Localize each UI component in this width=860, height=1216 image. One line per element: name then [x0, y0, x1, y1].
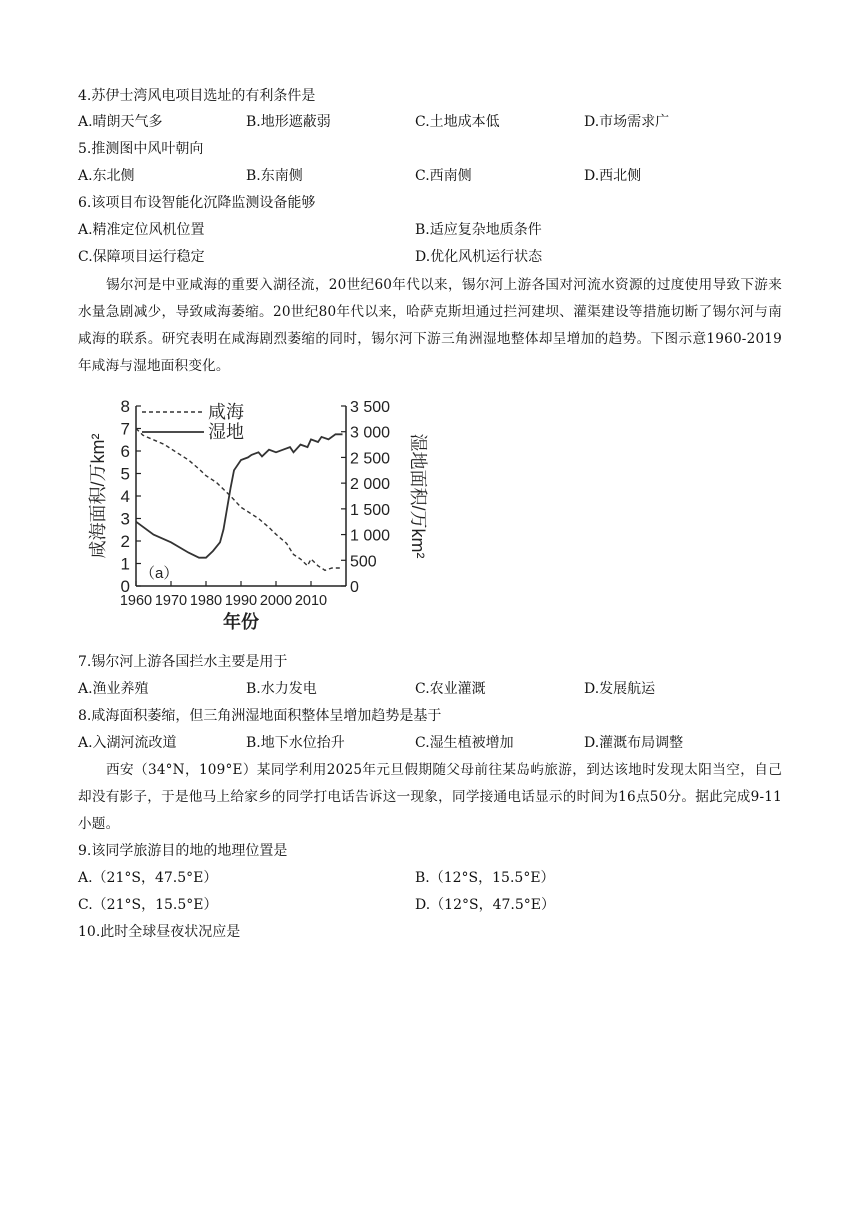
- x-tick-label: 2010: [294, 593, 328, 609]
- x-axis-title: 年份: [223, 612, 259, 632]
- question-5-option-d[interactable]: D.西北侧: [584, 168, 642, 184]
- left-tick-label: 6: [120, 442, 130, 461]
- question-6-stem: 6.该项目布设智能化沉降监测设备能够: [78, 195, 316, 211]
- question-6-option-b[interactable]: B.适应复杂地质条件: [415, 222, 542, 238]
- left-tick-label: 5: [120, 464, 130, 484]
- right-tick-label: 2 000: [350, 476, 391, 494]
- question-7-stem: 7.锡尔河上游各国拦水主要是用于: [78, 654, 288, 670]
- x-tick-label: 1970: [154, 593, 188, 609]
- right-tick-label: 1 500: [350, 501, 391, 519]
- right-tick-label: 0: [350, 579, 359, 596]
- series-line-wetland: [136, 434, 343, 557]
- question-4-stem: 4.苏伊士湾风电项目选址的有利条件是: [78, 88, 316, 104]
- question-5-option-a[interactable]: A.东北侧: [78, 168, 135, 184]
- passage-syr-darya: 锡尔河是中亚咸海的重要入湖径流，20世纪60年代以来，锡尔河上游各国对河流水资源的过度使用导致下游来水量急剧减少，导致咸海萎缩。20世纪80年代以来，哈萨克斯坦通过拦河建坝、灌渠建设等措施切断了锡尔河与南咸海的联系。研究表明在咸海剧烈萎缩的同时，锡尔河下游三角洲湿地整体却呈增加的趋势。下图示意1960-2019年咸海与湿地面积变化。: [78, 277, 782, 374]
- x-tick-label: 1960: [119, 593, 153, 609]
- right-tick-label: 3 000: [350, 424, 391, 442]
- question-9-option-a[interactable]: A.（21°S，47.5°E）: [78, 870, 218, 886]
- chart-svg: [78, 394, 428, 642]
- question-5-stem: 5.推测图中风叶朝向: [78, 141, 204, 157]
- question-8-stem: 8.咸海面积萎缩，但三角洲湿地面积整体呈增加趋势是基于: [78, 708, 442, 724]
- question-5-option-b[interactable]: B.东南侧: [246, 168, 303, 184]
- left-tick-label: 8: [120, 397, 130, 416]
- question-9-option-d[interactable]: D.（12°S，47.5°E）: [415, 897, 555, 913]
- left-tick-label: 2: [120, 532, 130, 551]
- question-7-option-a[interactable]: A.渔业养殖: [78, 681, 149, 697]
- question-4-option-d[interactable]: D.市场需求广: [584, 114, 670, 130]
- question-9-option-c[interactable]: C.（21°S，15.5°E）: [78, 897, 218, 913]
- aral-sea-wetland-chart: [78, 394, 428, 642]
- left-tick-label: 3: [120, 509, 130, 529]
- passage-xian-travel: 西安（34°N，109°E）某同学利用2025年元旦假期随父母前往某岛屿旅游，到达该地时发现太阳当空，自己却没有影子，于是他马上给家乡的同学打电话告诉这一现象，同学接通电话显示的时间为16点50分。据此完成9-11小题。: [78, 762, 782, 832]
- right-tick-label: 3 500: [350, 399, 391, 416]
- question-7-option-c[interactable]: C.农业灌溉: [415, 681, 486, 697]
- left-tick-label: 7: [120, 419, 130, 439]
- question-4-option-a[interactable]: A.晴朗天气多: [78, 114, 163, 130]
- question-5-option-c[interactable]: C.西南侧: [415, 168, 472, 184]
- question-8-option-b[interactable]: B.地下水位抬升: [246, 735, 345, 751]
- left-tick-label: 1: [120, 554, 130, 574]
- question-7-option-b[interactable]: B.水力发电: [246, 681, 317, 697]
- question-6-option-a[interactable]: A.精准定位风机位置: [78, 222, 205, 238]
- question-8-option-c[interactable]: C.湿生植被增加: [415, 735, 514, 751]
- legend-label: 湿地: [208, 422, 244, 442]
- left-tick-label: 4: [120, 487, 130, 506]
- question-6-option-c[interactable]: C.保障项目运行稳定: [78, 249, 205, 265]
- question-6-option-d[interactable]: D.优化风机运行状态: [415, 249, 543, 265]
- question-10-stem: 10.此时全球昼夜状况应是: [78, 924, 241, 940]
- question-9-stem: 9.该同学旅游目的地的地理位置是: [78, 843, 288, 859]
- left-axis-title: 咸海面积/万km²: [88, 433, 108, 559]
- right-axis-title: 湿地面积/万km²: [408, 433, 428, 559]
- question-7-option-d[interactable]: D.发展航运: [584, 681, 656, 697]
- x-tick-label: 2000: [259, 593, 293, 609]
- x-tick-label: 1980: [189, 593, 223, 609]
- question-4-option-b[interactable]: B.地形遮蔽弱: [246, 114, 331, 130]
- question-8-option-d[interactable]: D.灌溉布局调整: [584, 735, 684, 751]
- legend-label: 咸海: [208, 402, 244, 422]
- right-tick-label: 500: [350, 553, 377, 571]
- left-tick-label: 0: [120, 577, 130, 596]
- question-4-option-c[interactable]: C.土地成本低: [415, 114, 500, 130]
- x-tick-label: 1990: [224, 593, 258, 609]
- series-line-aral-sea: [136, 429, 343, 571]
- question-9-option-b[interactable]: B.（12°S，15.5°E）: [415, 870, 555, 886]
- question-8-option-a[interactable]: A.入湖河流改道: [78, 735, 177, 751]
- right-tick-label: 2 500: [350, 450, 391, 468]
- right-tick-label: 1 000: [350, 527, 391, 545]
- panel-label: （a）: [140, 565, 179, 582]
